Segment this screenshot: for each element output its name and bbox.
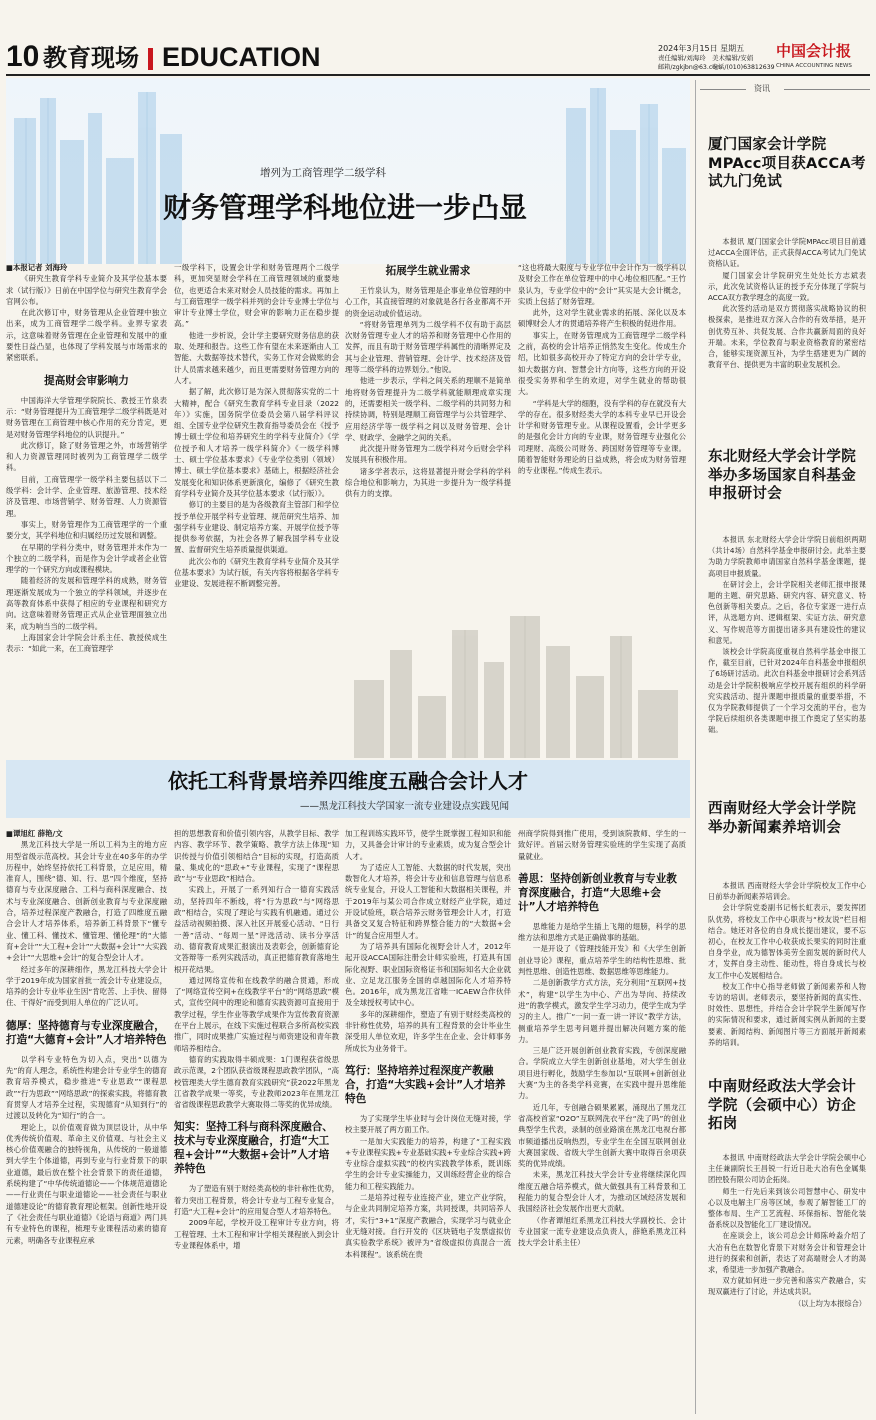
sidebar-paragraph: 校友工作中心指导老师做了新闻素养和人物专访的培训。老师表示，要坚持新闻的真实性、时效性、思想性，并结合会计学院学生新闻写作的实际情况和要求，通过新闻实例从新闻的主要要素、新闻结构、新闻图片等三方面展开新闻素养的培训。 [708,981,866,1047]
article-paragraph: 王竹泉认为，财务管理是企事业单位管理的中心工作，其直接管理的对象就是各行各业都离不开的资金运动或价值运动。 [345,286,511,318]
sidebar-item-1-body [708,236,866,446]
article-paragraph: 中国海洋大学管理学院院长、教授王竹泉表示：“财务管理提升为工商管理学二级学科既是对财务管理在工商管理中核心作用的充分肯定，更是对财务管理学科地位的认识提升。” [6,395,167,439]
newspaper-logo-en: CHINA ACCOUNTING NEWS [776,63,852,69]
article-paragraph: 据了解，此次修订是为深入贯彻落实党的二十大精神，配合《研究生教育学科专业目录（2022年）》实施，国务院学位委员会第八届学科评议组、全国专业学位研究生教育指导委员会在《授予博士硕士学位和培养研究生的学科专业简介》《学位授予和人才培养一级学科简介》《一级学科博士、硕士学位基本要求》《专业学位类别（领域）博士、硕士学位基本要求》基础上，根据经济社会发展变化和知识体系更新演化，编修了《研究生教育学科专业简介及其学位基本要求（试行版）》。 [174,387,339,498]
article-paragraph: 在此次修订中，财务管理从企业管理中独立出来，成为工商管理学二级学科。业界专家表示，这意味着财务管理在企业管理和发展中的重要性日益凸显，也体现了学科发展与市场需求的紧密联系。 [6,308,167,363]
article2-title: 依托工科背景培养四维度五融合会计人才 [168,769,528,793]
sidebar-item-4-body [708,1152,866,1402]
page-header [0,0,876,78]
article-paragraph: 他进一步析说，会计学主要研究财务信息的获取、处理和报告。这些工作有望在未来逐渐由人工智能、大数据等技术替代，实务工作对会做账的会计人员需求越来越少，而且更需要财务管理方向的人才。 [174,330,339,385]
header-art-editor: 美术编辑/安娟 [712,54,754,62]
sidebar-footer: （以上均为本报综合） [794,1298,866,1308]
sidebar-paragraph: 会计学院党委副书记杨长虹表示，要发挥团队优势，将校友工作中心职责与“校友说”栏目相结合。她还对各位的自身成长提出建议，要不忘初心，在校友工作中心收获成长果实的同时注重自身学业，成为德智体美劳全面发展的新时代人才，发挥自身主动性、能动性，将自身成长与校友工作中心发展相结合。 [708,903,866,980]
article-paragraph: 《研究生教育学科专业简介及其学位基本要求（试行版）》日前在中国学位与研究生教育学会官网公布。 [6,274,167,306]
article-paragraph: 二是创新教学方式方法，充分利用“互联网+技术”，构建“以学生为中心、产出为导向、持续改进”的教学模式，激发学生学习动力，使学生成为学习的主人。推广“一问一查一讲一评议”教学方法，侧重培养学生思考问题并提出解决问题方案的能力。 [518,978,686,1044]
sidebar-item-1-title: 厦门国家会计学院MPAcc项目获ACCA考试九门免试 [708,137,866,190]
article-paragraph: 多年的深耕细作，塑造了有别于财经类高校的非针称性优势，培养的具有工程背景的会计毕业生深受用人单位欢迎，许多学生在企业、会计师事务所成长为业务骨干。 [345,1009,511,1053]
sidebar-item-2-title: 东北财经大学会计学院举办多场国家自科基金申报研讨会 [708,449,856,502]
sidebar-paragraph: 厦门国家会计学院研究生处处长方志斌表示，此次免试资格认证的授予充分体现了学院与ACCA双方教学理念的高度一致。 [708,270,866,303]
article1-subhead-2: 拓展学生就业需求 [385,265,471,277]
sidebar-paragraph: 本报讯 东北财经大学会计学院日前组织两期（共计4场）自然科学基金申报研讨会。此举主要为助力学院教师申请国家自然科学基金课题，提高项目申报质量。 [708,535,866,578]
article-paragraph: 为了适应人工智能、大数据的时代发展，突出数智化人才培养，将会计专业和信息管理与信息系统专业复合，开设人工智能和大数据相关课程，并于2019年与某公司合作成立财经产业学院，通过开设试验班，联合培养云财务管理会计人才，打造具备交叉复合特征和跨界整合能力的“大数据+会计”的复合应用型人才。 [345,862,511,940]
sidebar-paragraph: 此次签约活动是双方贯彻落实战略协议的积极探索，是推进双方深入合作的有效举措，是开创优势互补、共促发展、合作共赢新局面的良好开端。未来，学位教育与职业资格教育的紧密结合，能够实现资源互补，为学生搭建更为广阔的教育平台、提供更为丰富的职业发展机会。 [708,304,866,370]
article-paragraph: 经过多年的深耕细作，黑龙江科技大学会计学于2019年成为国家首批一流会计专业建设点，培养的会计专业毕业生因“肯吃苦、上手快、留得住、干得好”而受到用人单位的广泛认可。 [6,964,167,1008]
section-title-cn: 教育现场 [43,44,139,72]
article2-column-3 [345,828,511,1414]
header-rule [6,74,870,76]
article-paragraph: 2009年起，学校开设工程审计专业方向，将工程管理、土木工程和审计学相关课程嵌入到会计专业课程体系中，增 [174,1218,339,1250]
article-paragraph: 此次修订，除了财务管理之外，市场营销学和人力资源管理同时被列为工商管理学二级学科。 [6,440,167,473]
article2-subhead-1: 德厚：坚持德育与专业深度融合，打造“大德育+会计”人才培养特色 [6,1019,167,1046]
sidebar-item-3-body [708,880,866,1058]
article-paragraph: 为了培养具有国际化视野会计人才，2012年起开设ACCA国际注册会计师实验班，打造具有国际化视野、职业国际资格证书和国际知名大企业就业、立足龙江服务全国的卓越国际化人才培养特色。2016年，成为黑龙江省唯一ICAEW合作伙伴及全球授权考试中心。 [345,941,511,1008]
article2-subhead-4: 善思：坚持创新创业教育与专业教育深度融合，打造“大思维+会计”人才培养特色 [518,872,677,913]
article1-kicker: 增列为工商管理学二级学科 [260,167,386,179]
article-paragraph: “学科是大学的细胞，没有学科的存在就没有大学的存在。很多财经类大学的本科专业早已开设会计学和财务管理专业。从课程设置看，会计学更多的是强化会计方向的专业课，财务管理专业强化公司理财、高级公司财务、跨国财务管理等专业课。随着智能财务理论的日益成熟，将会成为财务管理的专业课程。”传成生表示。 [518,398,686,476]
header-editor: 责任编辑/刘海玲 [658,54,706,62]
sidebar-item-3-title: 西南财经大学会计学院举办新闻素养培训会 [708,801,856,836]
article-paragraph: 近几年，专创融合硕果累累，涌现出了黑龙江省高校首家“O2O”互联网洗衣平台“洗了吗”的创业典型学生代表，录制的创业路演在黑龙江电视台都市频道播出反响热烈，专业学生在全国互联网创业大赛国家级、省级大学生创新大赛中取得百余项获奖的优异成绩。 [518,1102,686,1169]
article-paragraph: 修订的主要目的是为各级教育主管部门和学位授予单位开展学科专业管理、规范研究生培养、加强学科专业建设、制定培养方案、开展学位授予等提供参考依据，为社会各界了解我国学科专业设置、监督研究生培养质量提供渠道。 [174,500,339,555]
city-illustration [344,600,690,758]
sidebar-paragraph: 在座谈会上，该公司总会计师陈岭淼介绍了大冶有色在数智化背景下对财务会计和管理会计进行的探索和创新，表达了对高端财会人才的渴求，希望进一步加强产教融合。 [708,1231,866,1275]
article-paragraph: 一是开设了《管理技能开发》和《大学生创新创业导论》课程，重点培养学生的结构性思维、批判性思维、创造性思维、数据思维等思维能力。 [518,944,686,977]
sidebar-paragraph: 双方就如何进一步完善和落实产教融合，实现双赢进行了讨论，并达成共识。 [708,1276,866,1297]
sidebar-item-4-title: 中南财经政法大学会计学院（会硕中心）访企拓岗 [708,1079,856,1132]
article1-title: 财务管理学科地位进一步凸显 [162,191,527,224]
article2-byline: ■谭旭红 薛艳/文 [6,829,63,838]
sidebar-tag-label: 资讯 [754,84,770,93]
article2-subhead-3: 笃行：坚持培养过程深度产教融合，打造“大实践+会计”人才培养特色 [345,1064,506,1105]
article-paragraph: 二是培养过程专业连接产业，建立产业学院，与企业共同制定培养方案，共同授课，共同培养人才，实行“3+1”深度产教融合，实现学习与就业企业无缝对接。自行开发的《区块链电子发票虚拟仿真实验教学系统》被评为“省级虚拟仿真混合一流本科课程”。该系统在贵 [345,1193,511,1259]
article2-subtitle: ——黑龙江科技大学国家一流专业建设点实践见闻 [300,801,510,812]
article1-column-2 [174,262,339,710]
article-paragraph: 黑龙江科技大学是一所以工科为主的地方应用型省级示范高校。其会计专业在40多年的办学历程中，始终坚持依托工科背景，立足应用，精准育人，围绕“德、知、行、思”四个维度，坚持德育与专业深度融合、工科与商科深度融合、技术与专业深度融合、创新创业教育与专业深度融合，培养过程深度产教融合，打造了四维度五融合会计人才培养体系，培养新工科背景下“懂专业、懂工科、懂技术、懂管理、懂伦理”的“大德育+会计”“大工程+会计”“大数据+会计”“大实践+会计”“大思维+会计”的复合型会计人才。 [6,840,167,963]
article-paragraph: 上海国家会计学院会计系主任、教授侯成生表示：“如此一来，在工商管理学 [6,632,167,654]
article-paragraph: 一是加大实践能力的培养，构建了“工程实践+专业课程实践+专业基础实践+专业综合实践+跨专业综合虚拟实践”的校内实践教学体系，既训练学生的会计专业实操能力，又训练经营企业的综合能力和工程实践能力。 [345,1136,511,1191]
article-paragraph: 实践上，开展了一系列知行合一德育实践活动，坚持四年不断线，将“行为思政”与“网络思政”相结合，实现了理论与实践有机融通。通过公益活动视频拍摄、深入社区开展爱心活动、“日行一善”活动、“每周一星”评选活动、读书分享活动、德育教育成果汇报演出及表彰会，创新德育论文答辩等一系列实践活动，真正把德育教育落地生根开花结果。 [174,885,339,974]
article-paragraph: 为了塑造有别于财经类高校的非针称性优势，着力突出工程背景，将会计专业与工程专业复合，打造“大工程+会计”的应用复合型人才培养特色。 [174,1184,339,1217]
article-paragraph: 担的思想教育和价值引领内容，从教学目标、教学内容、教学环节、教学策略、教学方法上体现“知识传授与价值引领相结合”目标的实现，打造高质量、集成化的“思政+”专业课程，实现了“课程思政”与“专业思政”相结合。 [174,829,339,884]
article2-column-2 [174,828,339,1414]
article-paragraph: 此外，这对学生就业需求的拓展、深化以及本硕博财会人才的贯通培养将产生积极的促进作用。 [518,308,686,329]
sidebar-paragraph: 本报讯 中南财经政法大学会计学院会硕中心主任兼副院长王昌锐一行近日赴大冶有色金属集团控股有限公司访企拓岗。 [708,1153,866,1185]
article-paragraph: 理论上，以价值观育做为顶层设计，从中华优秀传统价值观、革命主义价值观、与社会主义核心价值观融合的独特视角，从传统的一般道德到大学生个体道德，再到专业与行业背景下的职业道德，最后放在整个社会背景下的责任道德，系统构建了“中华传统道德论——个体规范道德论——行业责任与职业道德论——社会责任与职业道德建设论”的德育教育理论框架。创新性地开设了《社会责任与职业道德》《论语与商道》两门具有专业特色的课程，梳理专业课程活动素的德育元素，明确各专业课程应承 [6,1122,167,1245]
article-paragraph: 诸多学者表示，这将显著提升财会学科的学科综合地位和影响力，为其进一步提升为一级学科提供有力的支撑。 [345,466,511,499]
sidebar-tag [700,82,870,98]
article-paragraph: （作者谭旭红系黑龙江科技大学副校长、会计专业国家一流专业建设点负责人，薛艳系黑龙江科技大学会计系主任） [518,1215,686,1248]
article-paragraph: “这也将最大限度与专业学位中会计作为一级学科以及财会工作在单位管理中的中心地位相匹配。”王竹泉认为，专业学位中的“会计”其实是大会计概念，实质上包括了财务管理。 [518,263,686,306]
sidebar-paragraph: 本报讯 西南财经大学会计学院校友工作中心日前举办新闻素养培训会。 [708,881,866,902]
sidebar-paragraph: 师生一行先后来到该公司智慧中心、研发中心以及电解主厂房等区域，参观了解智能工厂的整体布局、生产工艺流程、环保指标、智能化装备系统以及智能化工厂建设情况。 [708,1186,866,1230]
article-paragraph: 此次提升财务管理为二级学科对今后财会学科发展具有积极作用。 [345,444,511,465]
article-paragraph: 他进一步表示，学科之间关系的理顺不是简单地将财务管理提升为二级学科就能顺理成章实现的，还需要相关一级学科、二级学科的共同努力和持续协调，特别是理顺工商管理学与公共管理学、应用经济学等一级学科之间以及财务管理、会计学、财政学、金融学之间的关系。 [345,376,511,442]
sidebar-item-2-body [708,534,866,780]
article1-column-1 [6,262,167,710]
article-paragraph: 未来，黑龙江科技大学会计专业将继续深化四维度五融合培养模式，做大做强具有工科背景和工程能力的复合型会计人才，为推动区域经济发展和我国经济社会发展作出更大贡献。 [518,1170,686,1214]
page-number: 10 [6,40,40,73]
header-phone: 电话/(010)63812639 [712,64,775,71]
article-paragraph: “将财务管理单列为二级学科不仅有助于高层次财务管理专业人才的培养和财务管理中心作用的发挥，而且有助于财务管理学科属性的清晰界定及其与企业管理、营销管理、会计学、技术经济及管理等二级学科的边界划分。”他说。 [345,319,511,375]
article1-byline: ■本报记者 刘海玲 [6,263,68,272]
article-paragraph: 此次公布的《研究生教育学科专业简介及其学位基本要求》为试行版，有关内容将根据各学科专业建设、发展进程不断调整完善。 [174,556,339,589]
section-divider [148,48,153,70]
article-paragraph: 事实上，在财务管理成为工商管理学二级学科之前，高校的会计培养正悄然发生变化。传成生介绍，比如很多高校开办了特定方向的会计学专业，如大数据方向、智慧会计方向等，这些方向的开设很受实务界和学生的欢迎，对学生就业的帮助很大。 [518,330,686,397]
article-paragraph: 目前，工商管理学一级学科主要包括以下二级学科：会计学、企业管理、旅游管理、技术经济及管理、市场营销学、财务管理、人力资源管理。 [6,474,167,518]
sidebar-paragraph: 在研讨会上，会计学院相关老师汇报申报课题的主题、研究思路、研究内容、研究意义、特色创新等相关要点。之后，各位专家逐一进行点评，从选题方向、逻辑框架、实证方法、研究意义、写作规范等方面提出诸多具有建设性的建议和意见。 [708,579,866,645]
article2-subhead-2: 知实：坚持工科与商科深度融合、技术与专业深度融合，打造“大工程+会计”“大数据+会计”人才培养特色 [174,1121,333,1176]
article-paragraph: 州商学院得到推广使用，受到该院教师、学生的一致好评。首届云财务管理实验班的学生实现了高质量就业。 [518,829,686,861]
article-paragraph: 随着经济的发展和管理学科的成熟，财务管理逐渐发展成为一个独立的学科领域，并逐步在高等教育体系中获得了相应的专业课程和研究方向。这意味着财务管理正式从企业管理面独立出来，成为响当当的二级学科。 [6,576,167,631]
article-paragraph: 三是广泛开展创新创业教育实践，专创深度融合。学院成立大学生创新创业基地，对大学生创业项目进行孵化，鼓励学生参加以“互联网+创新创业大赛”为主的各类学科竞赛，在实践中提升思维能力。 [518,1046,686,1101]
article-paragraph: 一级学科下，设置会计学和财务管理两个二级学科，更加突显财会学科在工商管理领域的重要地位，也更适合未来对财会人员技能的需求。再加上与工商管理学一级学科并列的会计专业博士学位与审计专业博士学位，财会审的影响力正在稳步提高。” [174,263,339,329]
sidebar-paragraph: 本报讯 厦门国家会计学院MPAcc项目目前通过ACCA全面评估，正式获得ACCA考试九门免试资格认证。 [708,237,866,269]
article1-subhead-1: 提高财会审影响力 [44,374,129,387]
article-paragraph: 事实上，财务管理作为工商管理学的一个重要分支，其学科地位和归属经历过发展和调整。 [6,519,167,541]
article2-column-1 [6,828,167,1414]
article-paragraph: 为了实现学生毕业时与会计岗位无缝对接，学校主要开展了两方面工作。 [345,1113,511,1135]
article-paragraph: 在早期的学科分类中，财务管理并未作为一个独立的二级学科，而是作为会计学或者企业管理学的一个研究方向或课程模块。 [6,542,167,575]
sidebar-divider [695,80,696,1414]
sidebar-paragraph: 该校会计学院高度重视自然科学基金申报工作，截至目前，已针对2024年自科基金申报组织了6场研讨活动。此次自科基金申报研讨会系列活动是会计学院积极响应学校开展有组织的科学研究实践活动、提升课题申报质量的重要举措，不仅为学院教师提供了一个学习交流的平台，也为学院后续组织各类课题申报工作奠定了坚实的基础。 [708,647,866,735]
article2-column-4 [518,828,686,1414]
article-paragraph: 以学科专业特色为切入点，突出“以德为先”的育人理念，系统性构建会计专业学生的德育教育培养模式，稳步推进“专业思政”“课程思政”“行为思政”“网络思政”的探索实践，将德育教育贯穿人才培养全过程，实现德育“从知到行”的过渡以及转化为“知行”的合一。 [6,1054,167,1121]
newspaper-logo: 中国会计报 [776,42,852,60]
header-email: 邮箱/zgkjbn@63.com [658,64,723,71]
article-paragraph: 思维能力是给学生插上飞翔的翅膀，科学的思维方法和思维方式是正确做事的基础。 [518,921,686,943]
section-title-en: EDUCATION [162,42,321,72]
article-paragraph: 通过网络宣传和在线教学的融合贯通，形成了“网络宣传空间+在线教学平台”的“网络思政”模式，宣传空间中的理论和德育实践资源可直接用于教学过程，学生作业等教学成果作为宣传教育资源在平台上展示，在线下实施过程联合多所高校实践推广，同时成果推广实施过程与师资建设和青年教师培养相结合。 [174,975,339,1053]
article-paragraph: 德育的实践取得丰硕成果：1门课程获省级思政示范课，2个团队获省级课程思政教学团队，“高校管理类大学生德育教育实践研究”获2022年黑龙江省教学成果一等奖，专业教师2023年在黑龙江省省级课程思政教学大赛取得二等奖的优异成绩。 [174,1054,339,1110]
header-date: 2024年3月15日 星期五 [658,44,745,53]
article-paragraph: 加工程训练实践环节，使学生既掌握工程知识和能力，又具备会计审计的专业素质，成为复合型会计人才。 [345,829,511,861]
